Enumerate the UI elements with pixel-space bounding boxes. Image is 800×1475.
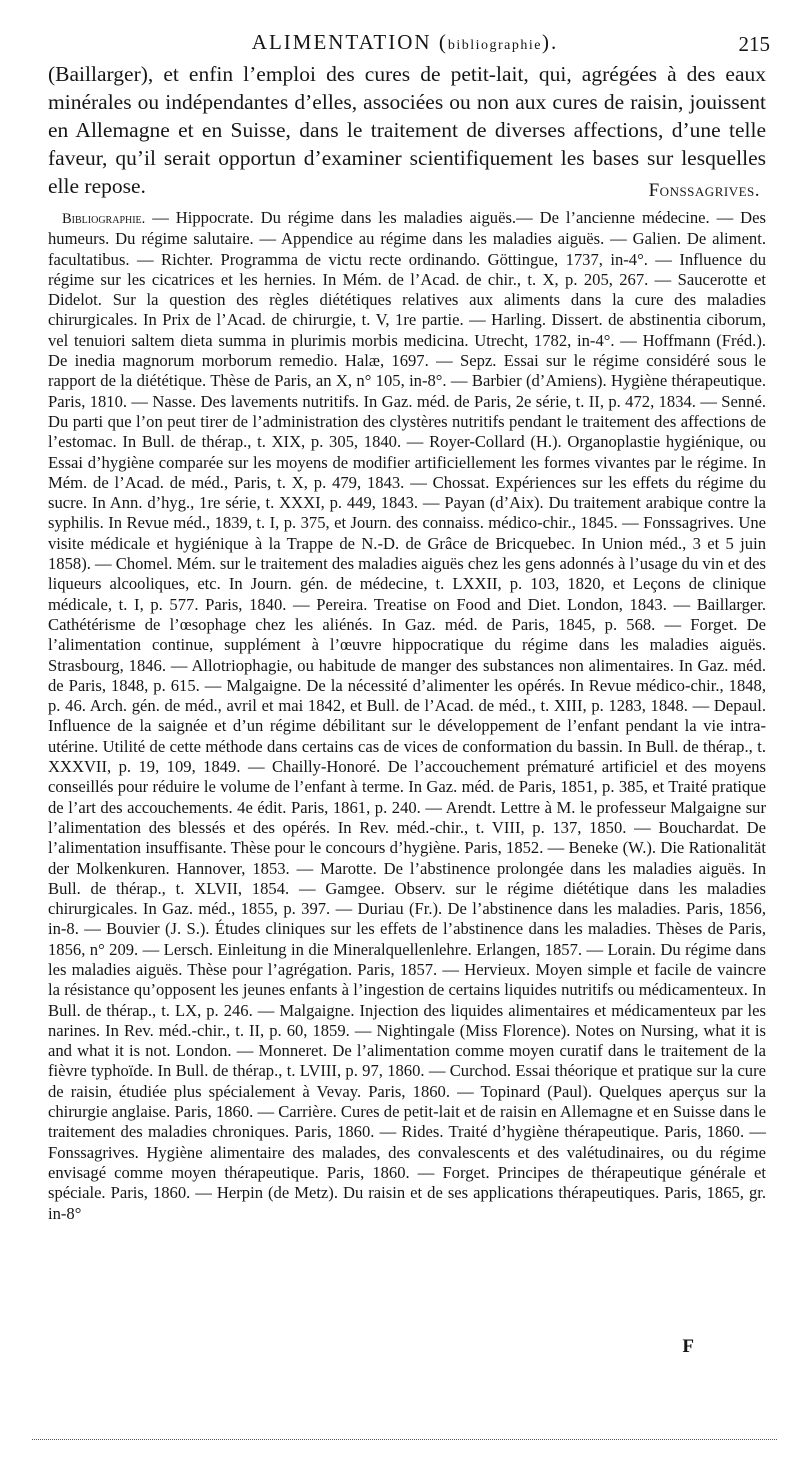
bibliography-label: Bibliographie.: [62, 211, 146, 227]
bibliography-section: [48, 208, 766, 1224]
page-number: 215: [738, 32, 770, 56]
author-signature: Fonssagrives.: [648, 180, 760, 201]
bibliography-paragraph: [48, 208, 766, 1224]
running-header: [40, 30, 770, 64]
title-main: ALIMENTATION (: [251, 30, 448, 54]
bibliography-text: — Hippocrate. Du régime dans les maladies aiguës.— De l’ancienne médecine. — Des humeurs. Du régime salutaire. — Appendice au régime dans les maladies aiguës. — Galien. De aliment. facultatibus. — Richter. Programma de victu recte ordinando. Göttingue, 1737, in-4°. — Influence du régime sur les cicatrices et les hernies. In Mém. de l’Acad. de chir., t. X, p. 205, 267. — Saucerotte et Didelot. Sur la question des règles diététiques relatives aux aliments dans la cure des maladies chirurgicales. In Prix de l’Acad. de chirurgie, t. V, 1re partie. — Harling. Dissert. de abstinentia ciborum, vel tenuiori saltem dieta summa in plurimis morbis medicina. Utrecht, 1782, in-4°. — Hoffmann (Fréd.). De inedia magnorum morborum remedio. Halæ, 1697. — Sepz. Essai sur le régime considéré sous le rapport de la diététique. Thèse de Paris, an X, n° 105, in-8°. — Barbier (d’Amiens). Hygiène thérapeutique. Paris, 1810. — Nasse. Des lavements nutritifs. In Gaz. méd. de Paris, 2e série, t. II, p. 472, 1834. — Senné. Du parti que l’on peut tirer de l’administration des clystères nutritifs pendant le traitement des affections de l’estomac. In Bull. de thérap., t. XIX, p. 305, 1840. — Royer-Collard (H.). Organoplastie hygiénique, ou Essai d’hygiène comparée sur les moyens de modifier artificiellement les formes vivantes par le régime. In Mém. de l’Acad. de méd., Paris, t. X, p. 479, 1843. — Chossat. Expériences sur les effets du régime du sucre. In Ann. d’hyg., 1re série, t. XXXI, p. 449, 1843. — Payan (d’Aix). Du traitement arabique contre la syphilis. In Revue méd., 1839, t. I, p. 375, et Journ. des connaiss. médico-chir., 1845. — Fonssagrives. Une visite médicale et hygiénique à la Trappe de N.-D. de Grâce de Bricquebec. In Union méd., 3 et 5 juin 1858). — Chomel. Mém. sur le traitement des maladies aiguës chez les gens adonnés à l’usage du vin et des liqueurs alcooliques, etc. In Journ. gén. de médecine, t. LXXII, p. 103, 1820, et Leçons de clinique médicale, t. I, p. 577. Paris, 1840. — Pereira. Treatise on Food and Diet. London, 1843. — Baillarger. Cathétérisme de l’œsophage chez les aliénés. In Gaz. méd. de Paris, 1845, p. 568. — Forget. De l’alimentation continue, supplément à l’œuvre hippocratique du régime dans les maladies aiguës. Strasbourg, 1846. — Allotriophagie, ou habitude de manger des substances non alimentaires. In Gaz. méd. de Paris, 1848, p. 615. — Malgaigne. De la nécessité d’alimenter les opérés. In Revue médico-chir., 1848, p. 46. Arch. gén. de méd., avril et mai 1842, et Bull. de l’Acad. de méd., t. XIII, p. 1283, 1848. — Depaul. Influence de la saignée et d’un régime débilitant sur le développement de l’enfant pendant la vie intra-utérine. Utilité de cette méthode dans certains cas de vices de conformation du bassin. In Bull. de thérap., t. XXXVII, p. 19, 109, 1849. — Chailly-Honoré. De l’accouchement prématuré artificiel et des moyens conseillés pour réduire le volume de l’enfant à terme. In Gaz. méd. de Paris, 1851, p. 385, et Traité pratique de l’art des accouchements. 4e édit. Paris, 1861, p. 240. — Arendt. Lettre à M. le professeur Malgaigne sur l’alimentation des blessés et des opérés. In Rev. méd.-chir., t. VIII, p. 137, 1850. — Bouchardat. De l’alimentation insuffisante. Thèse pour le concours d’hygiène. Paris, 1852. — Beneke (W.). Die Rationalität der Molkenkuren. Hannover, 1853. — Marotte. De l’abstinence prolongée dans les maladies aiguës. In Bull. de thérap., t. XLVII, 1854. — Gamgee. Observ. sur le régime diététique dans les maladies chirurgicales. In Gaz. méd., 1855, p. 397. — Duriau (Fr.). De l’abstinence dans les maladies. Paris, 1856, in-8. — Bouvier (J. S.). Études cliniques sur les effets de l’abstinence dans les maladies. Thèses de Paris, 1856, n° 209. — Lersch. Einleitung in die Mineralquellenlehre. Erlangen, 1857. — Lorain. Du régime dans les maladies aiguës. Thèse pour l’agrégation. Paris, 1857. — Hervieux. Moyen simple et facile de vaincre la résistance qu’opposent les jeunes enfants à l’ingestion de certains liquides nutritifs ou médicamenteux. In Bull. de thérap., t. LX, p. 246. — Malgaigne. Injection des liquides alimentaires et médicamenteux par les narines. In Rev. méd.-chir., t. II, p. 60, 1859. — Nightingale (Miss Florence). Notes on Nursing, what it is and what it is not. London. — Monneret. De l’alimentation comme moyen curatif dans le traitement de la fièvre typhoïde. In Bull. de thérap., t. LVIII, p. 97, 1860. — Curchod. Essai théorique et pratique sur la cure de raisin, étudiée plus spécialement à Vevay. Paris, 1860. — Topinard (Paul). Quelques aperçus sur la chirurgie anglaise. Paris, 1860. — Carrière. Cures de petit-lait et de raisin en Allemagne et en Suisse dans le traitement des maladies chroniques. Paris, 1860. — Rides. Traité d’hygiène thérapeutique. Paris, 1860. — Fonssagrives. Hygiène alimentaire des malades, des convalescents et des valétudinaires, ou du régime envisagé comme moyen thérapeutique. Paris, 1860. — Forget. Principes de thérapeutique générale et spéciale. Paris, 1860. — Herpin (de Metz). Du raisin et de ses applications thérapeutiques. Paris, 1865, gr. in-8°: [48, 208, 766, 1223]
bottom-dotted-rule: [32, 1439, 777, 1440]
intro-paragraph: [48, 60, 766, 200]
title-end: ).: [541, 30, 559, 54]
gathering-signature: F: [682, 1336, 694, 1357]
running-title: [40, 30, 770, 55]
title-small-caps: bibliographie: [447, 38, 542, 53]
intro-text: (Baillarger), et enfin l’emploi des cures de petit-lait, qui, agrégées à des eaux minérales ou indépendantes d’elles, associées ou non aux cures de raisin, jouissent en Allemagne et en Suisse, dans le traitement de diverses affections, d’une telle faveur, qu’il serait opportun d’examiner scientifiquement les bases sur lesquelles elle repose.: [48, 62, 766, 198]
